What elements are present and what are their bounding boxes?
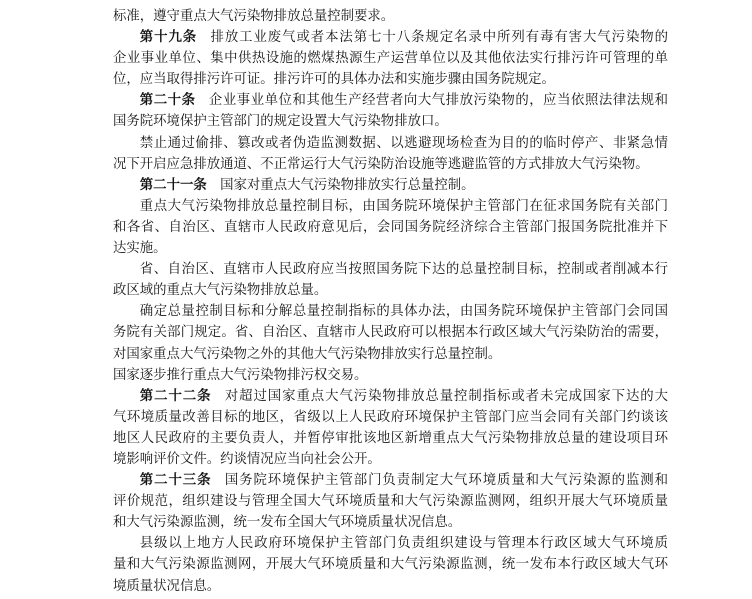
text-line: 地区人民政府的主要负责人，并暂停审批该地区新增重点大气污染物排放总量的建设项目环 — [113, 430, 668, 446]
paragraph — [113, 301, 668, 364]
article-23 — [113, 470, 668, 533]
text-line — [113, 90, 668, 111]
text-line: 量和大气污染源监测网，开展大气环境质量和大气污染源监测，统一发布本行政区域大气环 — [113, 557, 668, 573]
text-line: 境影响评价文件。约谈情况应当向社会公开。 — [113, 451, 381, 467]
text-span: 国家对重点大气污染物排放实行总量控制。 — [220, 177, 475, 193]
text-line: 企业事业单位、集中供热设施的燃煤热源生产运营单位以及其他依法实行排污许可管理的单 — [113, 51, 668, 67]
text-line: 国家逐步推行重点大气污染物排污权交易。 — [113, 367, 368, 383]
text-line — [113, 27, 668, 48]
text-line: 国务院环境保护主管部门的规定设置大气污染物排放口。 — [113, 114, 448, 130]
paragraph — [113, 259, 668, 301]
text-line: 县级以上地方人民政府环境保护主管部门负责组织建设与管理本行政区域大气环境质 — [139, 536, 668, 552]
text-line: 政区域的重点大气污染物排放总量。 — [113, 283, 328, 299]
paragraph — [113, 196, 668, 259]
text-line: 况下开启应急排放通道、不正常运行大气污染防治设施等逃避监管的方式排放大气污染物。 — [113, 156, 649, 172]
text-span: 对超过国家重点大气污染物排放总量控制指标或者未完成国家下达的大 — [224, 388, 668, 404]
text-line: 评价规范，组织建设与管理全国大气环境质量和大气污染源监测网，组织开展大气环境质量 — [113, 494, 668, 510]
paragraph — [113, 133, 668, 175]
article-21 — [113, 175, 668, 196]
text-line: 标准，遵守重点大气污染物排放总量控制要求。 — [113, 9, 395, 24]
paragraph — [113, 365, 668, 386]
article-number: 第二十一条 — [139, 176, 207, 193]
article-22 — [113, 386, 668, 470]
text-line: 境质量状况信息。 — [113, 578, 221, 594]
text-line: 确定总量控制目标和分解总量控制指标的具体办法，由国务院环境保护主管部门会同国 — [139, 304, 668, 320]
document-body — [113, 6, 668, 597]
text-line — [113, 470, 668, 491]
text-line: 重点大气污染物排放总量控制目标，由国务院环境保护主管部门在征求国务院有关部门 — [139, 198, 668, 214]
text-line — [113, 386, 668, 407]
text-line: 气环境质量改善目标的地区，省级以上人民政府环境保护主管部门应当会同有关部门约谈该 — [113, 409, 668, 425]
text-line: 达实施。 — [113, 241, 167, 257]
text-line: 省、自治区、直辖市人民政府应当按照国务院下达的总量控制目标，控制或者削减本行 — [139, 262, 668, 278]
article-number: 第二十二条 — [139, 387, 212, 404]
text-line: 务院有关部门规定。省、自治区、直辖市人民政府可以根据本行政区域大气污染防治的需要， — [113, 325, 668, 341]
text-span: 国务院环境保护主管部门负责制定大气环境质量和大气污染源的监测和 — [224, 473, 668, 489]
text-span: 排放工业废气或者本法第七十八条规定名录中所列有毒有害大气污染物的 — [210, 30, 668, 46]
text-span: 企业事业单位和其他生产经营者向大气排放污染物的，应当依照法律法规和 — [208, 93, 668, 109]
article-number: 第二十三条 — [139, 472, 212, 489]
article-20 — [113, 90, 668, 132]
text-line — [113, 175, 668, 196]
text-line: 位，应当取得排污许可证。排污许可的具体办法和实施步骤由国务院规定。 — [113, 72, 555, 88]
article-19 — [113, 27, 668, 90]
paragraph — [113, 533, 668, 596]
text-line: 对国家重点大气污染物之外的其他大气污染物排放实行总量控制。 — [113, 346, 502, 362]
text-line: 禁止通过偷排、篡改或者伪造监测数据、以逃避现场检查为目的的临时停产、非紧急情 — [139, 135, 668, 151]
article-number: 第二十条 — [139, 92, 196, 109]
text-line: 和大气污染源监测，统一发布全国大气环境质量状况信息。 — [113, 515, 462, 531]
article-number: 第十九条 — [139, 29, 198, 46]
paragraph-continuation — [113, 6, 668, 27]
text-line: 和各省、自治区、直辖市人民政府意见后，会同国务院经济综合主管部门报国务院批准并下 — [113, 219, 668, 235]
